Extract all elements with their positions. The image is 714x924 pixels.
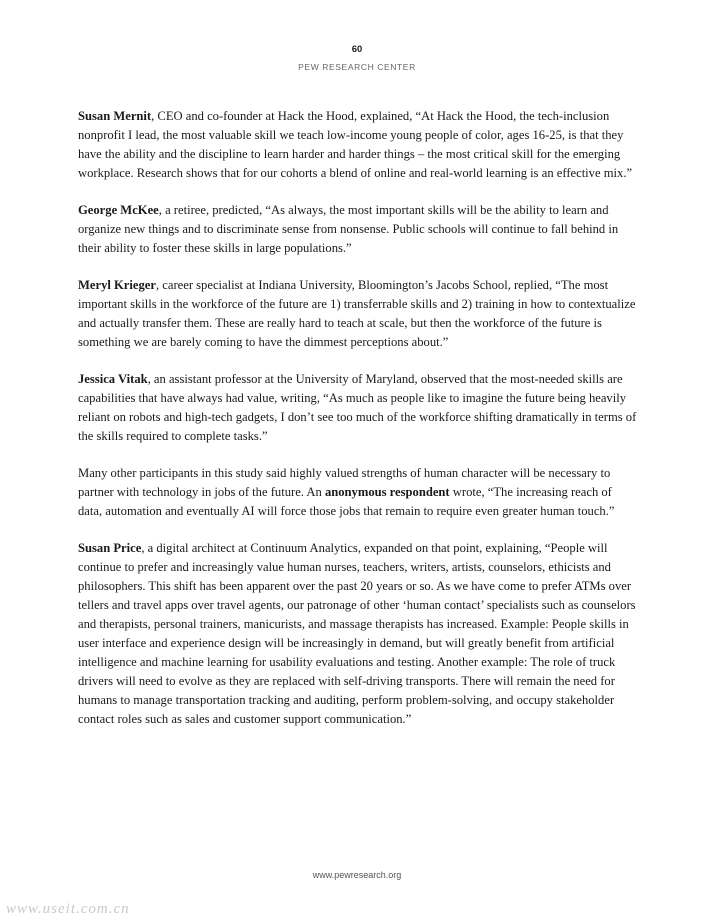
quote-text: , CEO and co-founder at Hack the Hood, explained, “At Hack the Hood, the tech-inclusion nonprofit I lead, the most valuable skill we teach low-income young people of color, ages 16-25, is that they have the ability and the discipline to learn harder and harder things – the most critical skill for the emerging workplace. Research shows that for our cohorts a blend of online and real-world learning is an effective mix.” — [78, 109, 633, 180]
paragraph-price — [78, 539, 638, 729]
respondent-name: George McKee — [78, 203, 159, 217]
page-number: 60 — [351, 44, 363, 55]
paragraph-anonymous — [78, 464, 638, 521]
quote-text: , career specialist at Indiana University, Bloomington’s Jacobs School, replied, “The most important skills in the workforce of the future are 1) transferrable skills and 2) training in how to contextualize and actually transfer them. These are really hard to teach at scale, but then the workforce of the future is something we are barely coming to have the dimmest perceptions about.” — [78, 278, 636, 349]
footer-url: www.pewresearch.org — [312, 870, 402, 880]
quote-text: wrote, “The increasing reach of data, automation and eventually AI will force those jobs that remain to require even greater human touch.” — [78, 485, 615, 518]
body-text — [78, 107, 638, 747]
respondent-name: Meryl Krieger — [78, 278, 156, 292]
paragraph-vitak — [78, 370, 638, 446]
respondent-name: Susan Mernit — [78, 109, 152, 123]
paragraph-mckee — [78, 201, 638, 258]
respondent-name: Jessica Vitak — [78, 372, 148, 386]
quote-text: , a retiree, predicted, “As always, the most important skills will be the ability to learn and organize new things and to discriminate sense from nonsense. Public schools will continue to fall behind in their ability to foster these skills in large populations.” — [78, 203, 619, 255]
paragraph-krieger — [78, 276, 638, 352]
paragraph-mernit — [78, 107, 638, 183]
quote-text: , an assistant professor at the University of Maryland, observed that the most-needed skills are capabilities that have always had value, writing, “As much as people like to imagine the future being heavily reliant on robots and high-tech gadgets, I don’t see too much of the workforce shifting dramatically in terms of the skills required to complete tasks.” — [78, 372, 637, 443]
intro-text: Many other participants in this study said highly valued strengths of human character will be necessary to partner with technology in jobs of the future. An — [78, 466, 611, 499]
running-header: PEW RESEARCH CENTER — [298, 62, 416, 72]
quote-text: , a digital architect at Continuum Analytics, expanded on that point, explaining, “People will continue to prefer and increasingly value human nurses, teachers, writers, artists, counselors, ethicists and philosophers. This shift has been apparent over the past 20 years or so. As we have come to prefer ATMs over tellers and travel apps over travel agents, our patronage of other ‘human contact’ specialists such as counselors and therapists, personal trainers, manicurists, and massage therapists has increased. Example: People skills in user interface and experience design will be increasingly in demand, but will greatly benefit from artificial intelligence and machine learning for usability evaluations and testing. Another example: The role of truck drivers will need to evolve as they are replaced with self-driving transports. There will remain the need for humans to manage transportation tracking and auditing, perform problem-solving, and occupy stakeholder contact roles such as sales and customer support communication.” — [78, 541, 636, 726]
watermark: www.useit.com.cn — [6, 901, 130, 917]
respondent-name: Susan Price — [78, 541, 142, 555]
respondent-name: anonymous respondent — [324, 485, 450, 499]
